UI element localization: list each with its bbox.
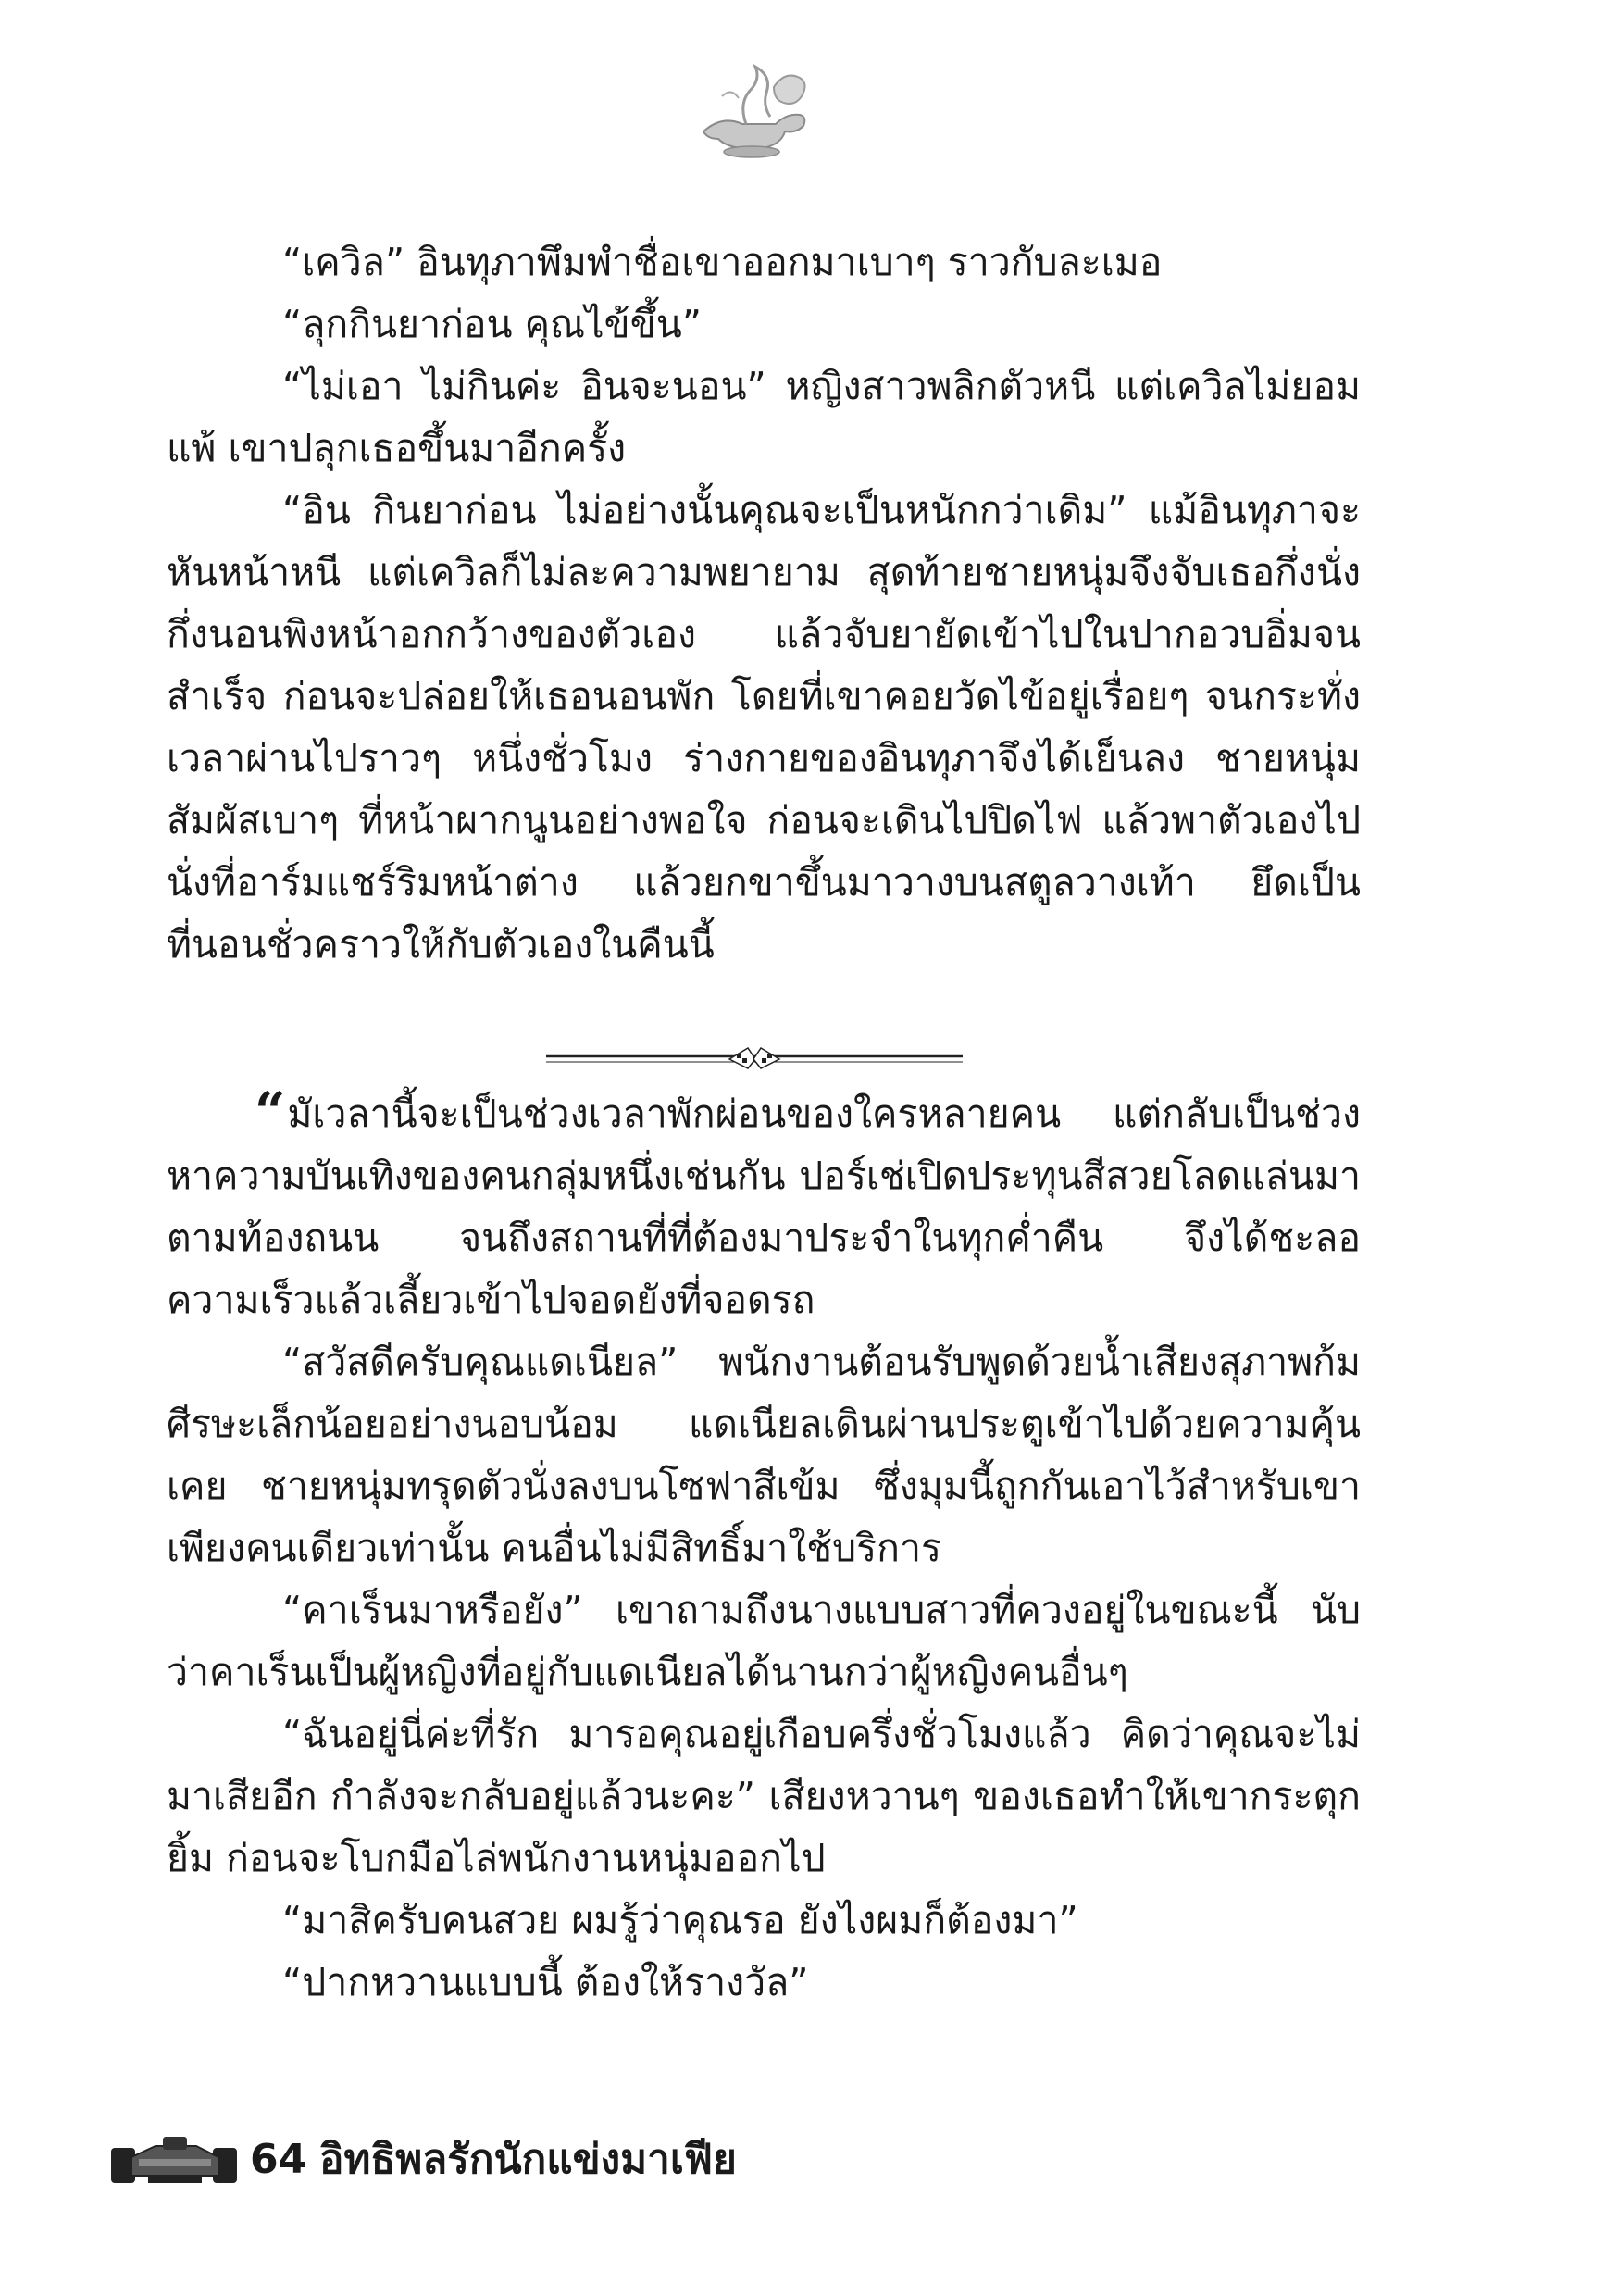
paragraph: “ลุกกินยาก่อน คุณไข้ขึ้น”: [282, 302, 703, 346]
paragraph: “สวัสดีครับคุณแดเนียล” พนักงานต้อนรับพูดด้วยน้ำเสียงสุภาพก้มศีรษะเล็กน้อยอย่างนอบน้อม แดเนียลเดินผ่านประตูเข้าไปด้วยความคุ้นเคย ชายหนุ่มทรุดตัวนั่งลงบนโซฟาสีเข้ม ซึ่งมุมนี้ถูกกันเอาไว้สำหรับเขาเพียงคนเดียวเท่านั้น คนอื่นไม่มีสิทธิ์มาใช้บริการ: [167, 1340, 1361, 1570]
paragraph: “คาเร็นมาหรือยัง” เขาถามถึงนางแบบสาวที่ควงอยู่ในขณะนี้ นับว่าคาเร็นเป็นผู้หญิงที่อยู่กับแดเนียลได้นานกว่าผู้หญิงคนอื่นๆ: [167, 1588, 1361, 1694]
paragraph: “มาสิครับคนสวย ผมรู้ว่าคุณรอ ยังไงผมก็ต้องมา”: [282, 1898, 1078, 1942]
page-footer: [111, 2128, 1129, 2192]
paragraph: “เควิล” อินทุภาพึมพำชื่อเขาออกมาเบาๆ ราวกับละเมอ: [282, 240, 1163, 284]
paragraph: “ฉันอยู่นี่ค่ะที่รัก มารอคุณอยู่เกือบครึ่งชั่วโมงแล้ว คิดว่าคุณจะไม่มาเสียอีก กำลังจะกลับอยู่แล้วนะคะ” เสียงหวานๆ ของเธอทำให้เขากระตุกยิ้ม ก่อนจะโบกมือไล่พนักงานหนุ่มออกไป: [167, 1712, 1361, 1880]
opening-text: มัเวลานี้จะเป็นช่วงเวลาพักผ่อนของใครหลายคน แต่กลับเป็นช่วงหาความบันเทิงของคนกลุ่มหนึ่งเช่นกัน ปอร์เช่เปิดประทุนสีสวยโลดแล่นมาตามท้องถนน จนถึงสถานที่ที่ต้องมาประจำในทุกค่ำคืน จึงได้ชะลอความเร็วแล้วเลี้ยวเข้าไปจอดยังที่จอดรถ: [167, 1092, 1361, 1322]
genie-lamp-icon: [685, 59, 824, 161]
page-number: 64: [250, 2136, 307, 2183]
paragraph: “ปากหวานแบบนี้ ต้องให้รางวัล”: [282, 1960, 809, 2004]
scene-divider: [546, 1044, 963, 1072]
opening-quote-mark: “: [255, 1080, 286, 1143]
scene-2-text: [167, 1080, 1361, 2014]
opening-paragraph: [167, 1080, 1361, 1331]
race-car-icon: [111, 2135, 241, 2186]
paragraph: “อิน กินยาก่อน ไม่อย่างนั้นคุณจะเป็นหนักกว่าเดิม” แม้อินทุภาจะหันหน้าหนี แต่เควิลก็ไม่ละความพยายาม สุดท้ายชายหนุ่มจึงจับเธอกึ่งนั่งกึ่งนอนพิงหน้าอกกว้างของตัวเอง แล้วจับยายัดเข้าไปในปากอวบอิ่มจนสำเร็จ ก่อนจะปล่อยให้เธอนอนพัก โดยที่เขาคอยวัดไข้อยู่เรื่อยๆ จนกระทั่งเวลาผ่านไปราวๆ หนึ่งชั่วโมง ร่างกายของอินทุภาจึงได้เย็นลง ชายหนุ่มสัมผัสเบาๆ ที่หน้าผากนูนอย่างพอใจ ก่อนจะเดินไปปิดไฟ แล้วพาตัวเองไปนั่งที่อาร์มแชร์ริมหน้าต่าง แล้วยกขาขึ้นมาวางบนสตูลวางเท้า ยึดเป็นที่นอนชั่วคราวให้กับตัวเองในคืนนี้: [167, 488, 1361, 967]
scene-1-text: [167, 231, 1361, 976]
checkered-flag-icon: [729, 1048, 779, 1068]
book-title: อิทธิพลรักนักแข่งมาเฟีย: [319, 2136, 737, 2183]
paragraph: “ไม่เอา ไม่กินค่ะ อินจะนอน” หญิงสาวพลิกตัวหนี แต่เควิลไม่ยอมแพ้ เขาปลุกเธอขึ้นมาอีกครั้ง: [167, 364, 1361, 470]
